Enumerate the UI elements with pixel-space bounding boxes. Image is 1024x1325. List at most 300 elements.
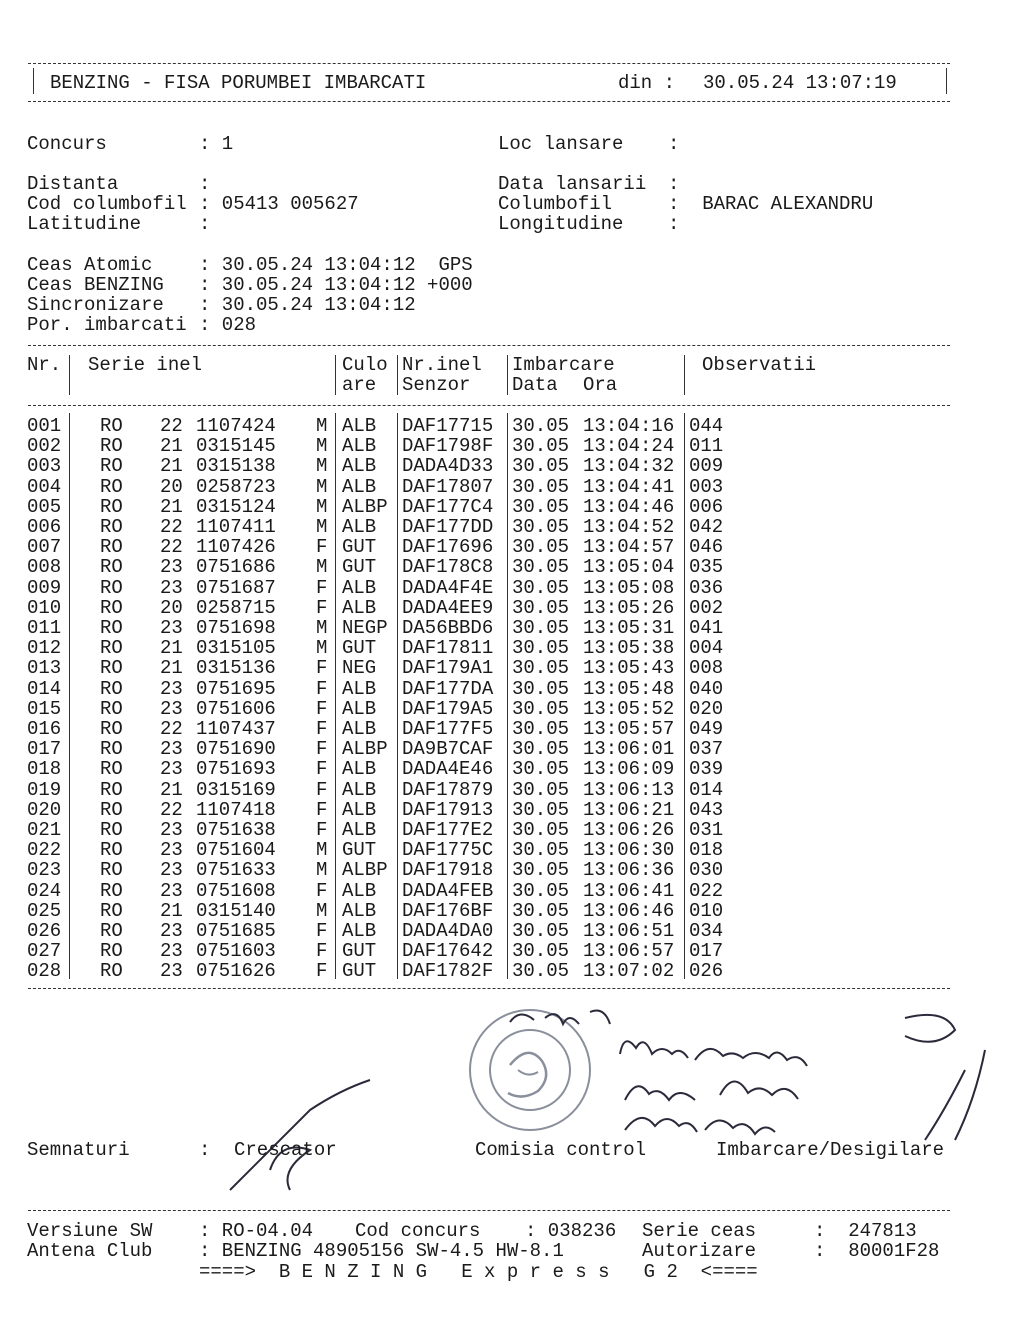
imbarcare-label: Imbarcare/Desigilare	[716, 1139, 945, 1161]
row-inel: 0751685	[196, 920, 276, 942]
col-sep-5	[684, 355, 685, 395]
row-an: 23	[160, 839, 183, 862]
row-obs: 011	[689, 435, 724, 458]
col-sep-1	[69, 355, 70, 395]
columbofil-value: : BARAC ALEXANDRU	[668, 193, 874, 215]
row-nr: 020	[27, 798, 62, 821]
por-imbarcati-label: Por. imbarcati	[27, 314, 187, 336]
row-inel: 0751695	[196, 677, 276, 700]
row-ora: 13:04:32	[583, 455, 675, 478]
row-senzor: DADA4EE9	[402, 596, 494, 619]
col-header-nrinel: Nr.inel	[402, 354, 482, 376]
row-sex: M	[316, 839, 328, 862]
row-ora: 13:05:48	[583, 677, 675, 700]
row-nr: 021	[27, 819, 62, 841]
row-ora: 13:07:02	[583, 960, 675, 983]
row-ora: 13:04:16	[583, 415, 675, 437]
longitudine-value: :	[668, 213, 680, 235]
row-inel: 0315138	[196, 455, 276, 478]
row-nr: 026	[27, 920, 62, 942]
row-tara: RO	[100, 879, 123, 902]
row-nr: 008	[27, 556, 62, 579]
row-ora: 13:06:13	[583, 778, 675, 801]
row-tara: RO	[100, 657, 123, 680]
row-tara: RO	[100, 516, 123, 538]
handwritten-signatures-icon	[230, 1011, 985, 1191]
row-senzor: DAF17879	[402, 778, 494, 801]
cod-concurs-value: : 038236	[525, 1220, 617, 1242]
row-data: 30.05	[512, 899, 570, 922]
row-culoare: ALB	[342, 819, 377, 841]
row-culoare: ALBP	[342, 738, 388, 761]
row-inel: 0751693	[196, 758, 276, 781]
row-ora: 13:04:24	[583, 435, 675, 458]
row-obs: 030	[689, 859, 724, 882]
row-data: 30.05	[512, 758, 570, 781]
col-header-ora: Ora	[583, 374, 618, 396]
row-obs: 040	[689, 677, 724, 700]
row-inel: 0315124	[196, 495, 276, 518]
row-an: 21	[160, 778, 183, 801]
row-sex: F	[316, 738, 328, 761]
row-senzor: DADA4DA0	[402, 920, 494, 942]
row-ora: 13:06:26	[583, 819, 675, 841]
row-ora: 13:06:46	[583, 899, 675, 922]
row-sex: F	[316, 879, 328, 902]
row-ora: 13:06:01	[583, 738, 675, 761]
header-right-border	[946, 68, 947, 94]
row-data: 30.05	[512, 778, 570, 801]
ceas-benzing-value: : 30.05.24 13:04:12 +000	[199, 274, 473, 296]
row-an: 20	[160, 475, 183, 498]
row-data: 30.05	[512, 819, 570, 841]
row-obs: 008	[689, 657, 724, 680]
row-culoare: ALB	[342, 758, 377, 781]
row-data: 30.05	[512, 475, 570, 498]
row-culoare: ALB	[342, 435, 377, 458]
row-ora: 13:05:31	[583, 617, 675, 639]
row-inel: 0315140	[196, 899, 276, 922]
row-senzor: DAF1782F	[402, 960, 494, 983]
row-senzor: DAF179A5	[402, 697, 494, 720]
row-ora: 13:04:41	[583, 475, 675, 498]
row-tara: RO	[100, 738, 123, 761]
row-inel: 1107411	[196, 516, 276, 538]
row-nr: 002	[27, 435, 62, 458]
row-senzor: DAF176BF	[402, 899, 494, 922]
col-sep-body-1	[69, 413, 70, 979]
row-tara: RO	[100, 819, 123, 841]
row-senzor: DADA4FEB	[402, 879, 494, 902]
row-sex: F	[316, 798, 328, 821]
row-obs: 036	[689, 576, 724, 599]
row-tara: RO	[100, 718, 123, 740]
row-senzor: DADA4E46	[402, 758, 494, 781]
col-header-nr: Nr.	[27, 354, 62, 376]
row-culoare: ALB	[342, 778, 377, 801]
row-tara: RO	[100, 859, 123, 882]
data-lansarii-label: Data lansarii	[498, 173, 647, 195]
row-an: 21	[160, 455, 183, 478]
row-senzor: DAF179A1	[402, 657, 494, 680]
row-data: 30.05	[512, 920, 570, 942]
row-obs: 022	[689, 879, 724, 902]
row-senzor: DAF17807	[402, 475, 494, 498]
row-senzor: DAF17642	[402, 940, 494, 963]
header-left-border	[33, 68, 34, 94]
row-data: 30.05	[512, 940, 570, 963]
row-ora: 13:04:46	[583, 495, 675, 518]
row-sex: M	[316, 859, 328, 882]
row-senzor: DAF177DA	[402, 677, 494, 700]
concurs-label: Concurs	[27, 133, 107, 155]
row-an: 22	[160, 516, 183, 538]
row-nr: 010	[27, 596, 62, 619]
row-nr: 009	[27, 576, 62, 599]
row-data: 30.05	[512, 839, 570, 862]
row-data: 30.05	[512, 596, 570, 619]
row-tara: RO	[100, 839, 123, 862]
data-lansarii-value: :	[668, 173, 680, 195]
row-nr: 024	[27, 879, 62, 902]
row-an: 23	[160, 617, 183, 639]
row-obs: 009	[689, 455, 724, 478]
row-nr: 023	[27, 859, 62, 882]
row-nr: 012	[27, 637, 62, 660]
row-inel: 0315105	[196, 637, 276, 660]
table-header-rule	[28, 405, 950, 406]
row-tara: RO	[100, 677, 123, 700]
semnaturi-label: Semnaturi	[27, 1139, 130, 1161]
row-culoare: ALBP	[342, 495, 388, 518]
row-nr: 003	[27, 455, 62, 478]
row-nr: 018	[27, 758, 62, 781]
row-senzor: DADA4F4E	[402, 576, 494, 599]
row-sex: F	[316, 960, 328, 983]
row-nr: 014	[27, 677, 62, 700]
col-header-observatii: Observatii	[702, 354, 817, 376]
row-tara: RO	[100, 778, 123, 801]
row-culoare: ALB	[342, 596, 377, 619]
table-bottom-rule	[28, 988, 950, 989]
benzing-banner: ====> B E N Z I N G E x p r e s s G 2 <====	[199, 1261, 758, 1283]
header-date-label: din :	[618, 72, 676, 94]
row-an: 23	[160, 697, 183, 720]
columbofil-label: Columbofil	[498, 193, 613, 215]
row-tara: RO	[100, 758, 123, 781]
row-culoare: GUT	[342, 839, 377, 862]
row-nr: 028	[27, 960, 62, 983]
row-data: 30.05	[512, 879, 570, 902]
row-culoare: ALB	[342, 677, 377, 700]
row-an: 23	[160, 819, 183, 841]
distanta-label: Distanta	[27, 173, 119, 195]
row-an: 23	[160, 677, 183, 700]
ceas-benzing-label: Ceas BENZING	[27, 274, 164, 296]
row-data: 30.05	[512, 556, 570, 579]
sincronizare-label: Sincronizare	[27, 294, 164, 316]
row-an: 23	[160, 920, 183, 942]
row-data: 30.05	[512, 677, 570, 700]
footer-top-rule	[28, 1210, 950, 1211]
row-obs: 020	[689, 697, 724, 720]
col-header-data: Data	[512, 374, 558, 396]
row-culoare: NEGP	[342, 617, 388, 639]
row-culoare: ALB	[342, 475, 377, 498]
row-culoare: ALB	[342, 879, 377, 902]
row-tara: RO	[100, 697, 123, 720]
row-sex: F	[316, 657, 328, 680]
row-inel: 0751686	[196, 556, 276, 579]
row-sex: M	[316, 475, 328, 498]
serie-ceas-label: Serie ceas	[642, 1220, 757, 1242]
row-inel: 0751626	[196, 960, 276, 983]
col-header-imbarcare: Imbarcare	[512, 354, 615, 376]
header-top-rule	[28, 63, 950, 64]
row-tara: RO	[100, 920, 123, 942]
row-an: 23	[160, 879, 183, 902]
row-obs: 034	[689, 920, 724, 942]
row-culoare: GUT	[342, 940, 377, 963]
row-inel: 0258715	[196, 596, 276, 619]
row-culoare: ALB	[342, 516, 377, 538]
semnaturi-colon: :	[199, 1139, 211, 1161]
row-data: 30.05	[512, 455, 570, 478]
row-senzor: DAF17918	[402, 859, 494, 882]
row-ora: 13:05:26	[583, 596, 675, 619]
row-nr: 001	[27, 415, 62, 437]
row-senzor: DAF1798F	[402, 435, 494, 458]
versiune-label: Versiune SW	[27, 1220, 153, 1242]
row-inel: 1107437	[196, 718, 276, 740]
row-an: 22	[160, 415, 183, 437]
loc-lansare-label: Loc lansare	[498, 133, 624, 155]
row-data: 30.05	[512, 697, 570, 720]
row-obs: 026	[689, 960, 724, 983]
row-culoare: GUT	[342, 536, 377, 559]
row-an: 22	[160, 798, 183, 821]
row-obs: 006	[689, 495, 724, 518]
row-ora: 13:05:04	[583, 556, 675, 579]
row-culoare: ALB	[342, 718, 377, 740]
row-ora: 13:06:21	[583, 798, 675, 821]
row-tara: RO	[100, 899, 123, 922]
row-an: 23	[160, 960, 183, 983]
row-inel: 0315136	[196, 657, 276, 680]
row-an: 23	[160, 758, 183, 781]
row-sex: F	[316, 940, 328, 963]
row-an: 21	[160, 657, 183, 680]
row-ora: 13:04:57	[583, 536, 675, 559]
row-an: 21	[160, 899, 183, 922]
row-inel: 0751690	[196, 738, 276, 761]
row-senzor: DAF17715	[402, 415, 494, 437]
row-obs: 041	[689, 617, 724, 639]
row-data: 30.05	[512, 859, 570, 882]
comisia-label: Comisia control	[475, 1139, 647, 1161]
row-data: 30.05	[512, 637, 570, 660]
row-tara: RO	[100, 798, 123, 821]
longitudine-label: Longitudine	[498, 213, 624, 235]
row-culoare: ALB	[342, 798, 377, 821]
row-tara: RO	[100, 576, 123, 599]
col-sep-3	[397, 355, 398, 395]
row-senzor: DA9B7CAF	[402, 738, 494, 761]
table-top-rule	[28, 345, 950, 346]
cod-concurs-label: Cod concurs	[355, 1220, 481, 1242]
col-sep-body-3	[397, 413, 398, 979]
header-date-value: 30.05.24 13:07:19	[703, 72, 897, 94]
row-senzor: DAF178C8	[402, 556, 494, 579]
cod-columbofil-label: Cod columbofil	[27, 193, 187, 215]
row-inel: 0751638	[196, 819, 276, 841]
row-an: 22	[160, 718, 183, 740]
row-ora: 13:06:51	[583, 920, 675, 942]
row-tara: RO	[100, 940, 123, 963]
row-sex: M	[316, 455, 328, 478]
row-nr: 019	[27, 778, 62, 801]
sincronizare-value: : 30.05.24 13:04:12	[199, 294, 416, 316]
row-culoare: NEG	[342, 657, 377, 680]
row-data: 30.05	[512, 718, 570, 740]
row-nr: 027	[27, 940, 62, 963]
row-senzor: DAF177C4	[402, 495, 494, 518]
row-inel: 0751603	[196, 940, 276, 963]
row-inel: 0751633	[196, 859, 276, 882]
row-ora: 13:05:52	[583, 697, 675, 720]
row-nr: 004	[27, 475, 62, 498]
row-tara: RO	[100, 435, 123, 458]
row-nr: 022	[27, 839, 62, 862]
row-data: 30.05	[512, 435, 570, 458]
row-tara: RO	[100, 536, 123, 559]
row-obs: 018	[689, 839, 724, 862]
row-senzor: DADA4D33	[402, 455, 494, 478]
loc-lansare-value: :	[668, 133, 680, 155]
row-data: 30.05	[512, 657, 570, 680]
col-sep-body-5	[684, 413, 685, 979]
row-tara: RO	[100, 415, 123, 437]
row-obs: 042	[689, 516, 724, 538]
autorizare-label: Autorizare	[642, 1240, 757, 1262]
row-sex: M	[316, 617, 328, 639]
row-sex: F	[316, 677, 328, 700]
row-ora: 13:06:30	[583, 839, 675, 862]
row-tara: RO	[100, 556, 123, 579]
row-data: 30.05	[512, 576, 570, 599]
row-culoare: GUT	[342, 960, 377, 983]
row-sex: M	[316, 415, 328, 437]
row-data: 30.05	[512, 960, 570, 983]
col-sep-2	[335, 355, 336, 395]
distanta-value: :	[199, 173, 211, 195]
row-sex: M	[316, 556, 328, 579]
row-senzor: DAF17696	[402, 536, 494, 559]
row-obs: 044	[689, 415, 724, 437]
row-inel: 0751687	[196, 576, 276, 599]
row-an: 23	[160, 859, 183, 882]
row-tara: RO	[100, 495, 123, 518]
row-nr: 025	[27, 899, 62, 922]
row-ora: 13:04:52	[583, 516, 675, 538]
row-an: 21	[160, 637, 183, 660]
row-tara: RO	[100, 960, 123, 983]
row-nr: 017	[27, 738, 62, 761]
row-an: 23	[160, 738, 183, 761]
cod-columbofil-value: : 05413 005627	[199, 193, 359, 215]
row-obs: 043	[689, 798, 724, 821]
row-obs: 002	[689, 596, 724, 619]
antena-club-label: Antena Club	[27, 1240, 153, 1262]
row-data: 30.05	[512, 516, 570, 538]
row-senzor: DA56BBD6	[402, 617, 494, 639]
row-nr: 016	[27, 718, 62, 740]
row-sex: F	[316, 819, 328, 841]
row-ora: 13:05:38	[583, 637, 675, 660]
row-tara: RO	[100, 596, 123, 619]
row-inel: 0751698	[196, 617, 276, 639]
row-culoare: GUT	[342, 637, 377, 660]
col-sep-body-2	[335, 413, 336, 979]
row-obs: 014	[689, 778, 724, 801]
row-tara: RO	[100, 637, 123, 660]
row-obs: 031	[689, 819, 724, 841]
row-nr: 011	[27, 617, 62, 639]
row-obs: 046	[689, 536, 724, 559]
row-obs: 049	[689, 718, 724, 740]
row-sex: F	[316, 536, 328, 559]
serie-ceas-value: : 247813	[814, 1220, 917, 1242]
row-culoare: ALB	[342, 899, 377, 922]
col-sep-body-4	[507, 413, 508, 979]
row-nr: 007	[27, 536, 62, 559]
row-inel: 0315145	[196, 435, 276, 458]
row-an: 23	[160, 576, 183, 599]
row-data: 30.05	[512, 415, 570, 437]
row-nr: 006	[27, 516, 62, 538]
row-obs: 035	[689, 556, 724, 579]
row-tara: RO	[100, 455, 123, 478]
row-sex: M	[316, 637, 328, 660]
latitudine-label: Latitudine	[27, 213, 142, 235]
row-an: 23	[160, 940, 183, 963]
col-header-culo: Culo	[342, 354, 388, 376]
row-an: 20	[160, 596, 183, 619]
row-obs: 004	[689, 637, 724, 660]
row-obs: 003	[689, 475, 724, 498]
crescator-label: Crescator	[234, 1139, 337, 1161]
row-senzor: DAF17913	[402, 798, 494, 821]
row-senzor: DAF177F5	[402, 718, 494, 740]
row-inel: 0751608	[196, 879, 276, 902]
row-an: 21	[160, 495, 183, 518]
header-bottom-rule	[28, 101, 950, 102]
row-culoare: ALB	[342, 697, 377, 720]
row-nr: 013	[27, 657, 62, 680]
latitudine-value: :	[199, 213, 211, 235]
row-culoare: ALBP	[342, 859, 388, 882]
row-senzor: DAF17811	[402, 637, 494, 660]
row-tara: RO	[100, 475, 123, 498]
row-data: 30.05	[512, 798, 570, 821]
row-senzor: DAF177DD	[402, 516, 494, 538]
row-sex: F	[316, 778, 328, 801]
row-obs: 039	[689, 758, 724, 781]
autorizare-value: : 80001F28	[814, 1240, 940, 1262]
versiune-value: : RO-04.04	[199, 1220, 314, 1242]
row-data: 30.05	[512, 536, 570, 559]
row-obs: 017	[689, 940, 724, 963]
